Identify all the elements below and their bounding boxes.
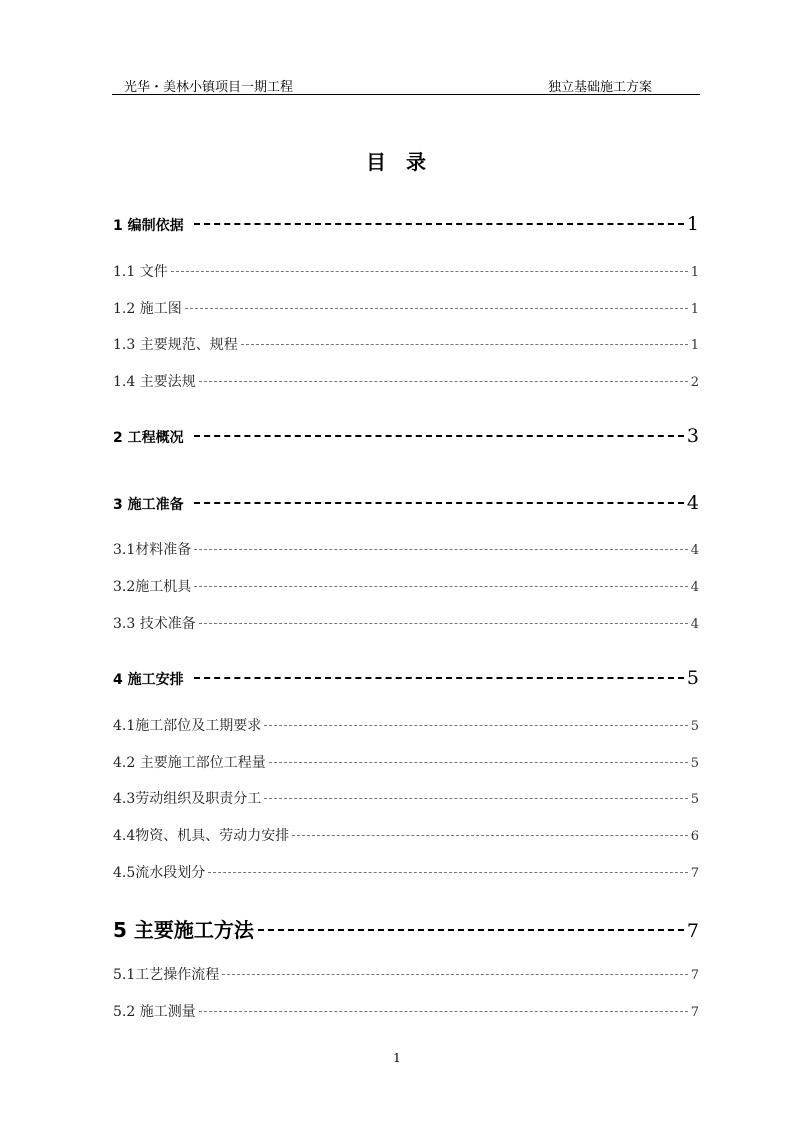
toc-number: 2 [113, 430, 123, 446]
toc-entry-5-2[interactable] [113, 1001, 699, 1021]
toc-number: 4.2 [113, 755, 136, 771]
page-footer [0, 1051, 794, 1065]
toc-page: 4 [690, 543, 699, 558]
toc-number: 1.2 [113, 301, 136, 317]
toc-text: 施工图 [139, 301, 182, 317]
dot-leader [264, 725, 687, 726]
dot-leader [194, 677, 684, 679]
toc-number: 1.1 [113, 264, 136, 280]
dot-leader [194, 223, 684, 225]
toc-number: 4.5 [113, 865, 136, 881]
toc-text: 主要施工部位工程量 [139, 755, 266, 771]
toc-number: 4.1 [113, 718, 136, 734]
header-project-name: 光华・美林小镇项目一期工程 [124, 80, 294, 95]
toc-entry-5-1[interactable] [113, 964, 699, 984]
toc-entry-4-1[interactable] [113, 715, 699, 735]
toc-title [0, 146, 794, 175]
dot-leader [194, 549, 687, 550]
toc-entry-4-3[interactable] [113, 788, 699, 808]
toc-page: 5 [690, 719, 699, 734]
toc-page: 6 [690, 829, 699, 844]
toc-text: 主要规范、规程 [139, 337, 238, 353]
toc-title-char: 录 [406, 150, 428, 174]
toc-text: 劳动组织及职责分工 [135, 791, 262, 807]
toc-number: 4.3 [113, 791, 136, 807]
toc-text: 施工部位及工期要求 [135, 718, 262, 734]
toc-number: 3 [113, 497, 123, 513]
toc-text: 施工测量 [139, 1004, 196, 1020]
toc-text: 主要施工方法 [133, 918, 254, 942]
toc-number: 1 [113, 218, 123, 234]
dot-leader [199, 623, 688, 624]
toc-entry-4-2[interactable] [113, 752, 699, 772]
toc-page: 5 [690, 756, 699, 771]
toc-entry-3-3[interactable] [113, 613, 699, 633]
toc-page: 1 [690, 338, 699, 353]
dot-leader [292, 835, 687, 836]
page-header [112, 76, 700, 95]
toc-number: 1.4 [113, 374, 136, 390]
toc-number: 5.2 [113, 1004, 136, 1020]
toc-entry-2[interactable] [113, 425, 699, 447]
toc-entry-3-1[interactable] [113, 539, 699, 559]
dot-leader [222, 974, 687, 975]
dot-leader [199, 1011, 688, 1012]
toc-entry-4-4[interactable] [113, 825, 699, 845]
toc-text: 文件 [139, 264, 168, 280]
dot-leader [241, 344, 688, 345]
toc-text: 流水段划分 [135, 865, 206, 881]
dot-leader [264, 798, 687, 799]
toc-text: 工程概况 [127, 430, 184, 446]
toc-number: 3.3 [113, 616, 136, 632]
dot-leader [171, 271, 688, 272]
toc-page: 4 [690, 580, 699, 595]
toc-text: 材料准备 [135, 542, 192, 558]
toc-page: 7 [690, 1005, 699, 1020]
toc-entry-1[interactable] [113, 213, 699, 235]
toc-page: 7 [690, 866, 699, 881]
footer-page-number: 1 [393, 1051, 401, 1065]
toc-number: 5 [113, 918, 127, 942]
toc-page: 1 [690, 265, 699, 280]
toc-entry-3-2[interactable] [113, 576, 699, 596]
dot-leader [199, 381, 688, 382]
toc-entry-4[interactable] [113, 667, 699, 689]
toc-number: 5.1 [113, 967, 136, 983]
toc-page: 5 [686, 667, 699, 689]
toc-text: 技术准备 [139, 616, 196, 632]
toc-entry-3[interactable] [113, 492, 699, 514]
toc-title-char: 目 [366, 150, 388, 174]
toc-page: 7 [686, 920, 699, 942]
toc-page: 1 [690, 302, 699, 317]
toc-entry-5[interactable] [113, 914, 699, 943]
toc-entry-1-3[interactable] [113, 334, 699, 354]
dot-leader [194, 502, 684, 504]
toc-page: 5 [690, 792, 699, 807]
toc-entry-4-5[interactable] [113, 862, 699, 882]
toc-text: 主要法规 [139, 374, 196, 390]
toc-text: 工艺操作流程 [135, 967, 220, 983]
dot-leader [185, 308, 688, 309]
toc-page: 4 [690, 617, 699, 632]
toc-text: 施工安排 [127, 672, 184, 688]
toc-page: 7 [690, 968, 699, 983]
toc-entry-1-4[interactable] [113, 371, 699, 391]
dot-leader [269, 762, 688, 763]
toc-number: 4 [113, 672, 123, 688]
toc-page: 1 [686, 213, 699, 235]
dot-leader [258, 929, 684, 931]
toc-text: 施工准备 [127, 497, 184, 513]
toc-page: 4 [686, 492, 699, 514]
toc-text: 施工机具 [135, 579, 192, 595]
toc-entry-1-2[interactable] [113, 298, 699, 318]
toc-text: 物资、机具、劳动力安排 [135, 828, 290, 844]
toc-entry-1-1[interactable] [113, 261, 699, 281]
toc-number: 4.4 [113, 828, 136, 844]
toc-page: 3 [686, 425, 699, 447]
header-document-title: 独立基础施工方案 [547, 80, 652, 95]
toc-number: 1.3 [113, 337, 136, 353]
dot-leader [194, 435, 684, 437]
toc-number: 3.1 [113, 542, 136, 558]
toc-text: 编制依据 [127, 218, 184, 234]
dot-leader [194, 586, 687, 587]
toc-number: 3.2 [113, 579, 136, 595]
toc-page: 2 [690, 375, 699, 390]
dot-leader [208, 872, 687, 873]
